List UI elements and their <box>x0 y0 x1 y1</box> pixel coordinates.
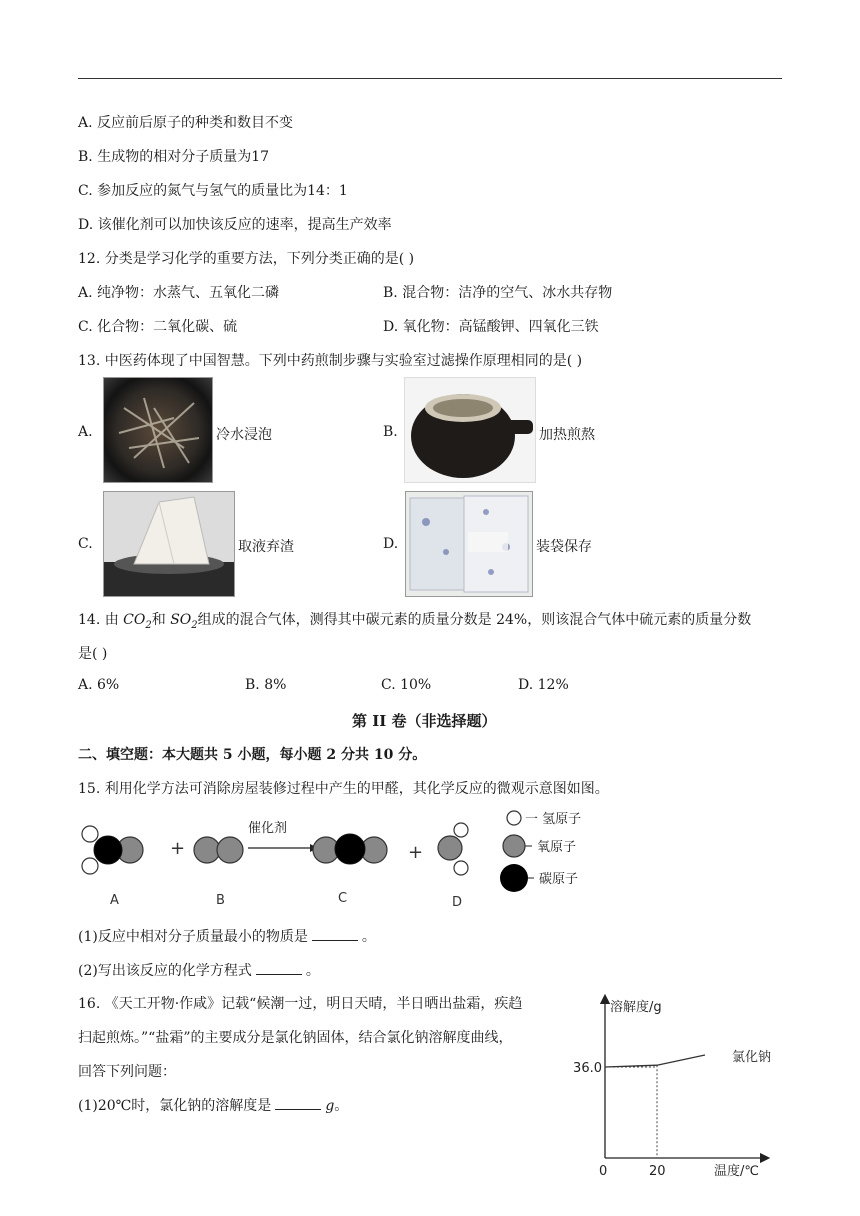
q11-option-a: A. 反应前后原子的种类和数目不变 <box>78 115 294 131</box>
co2-subscript: 2 <box>145 619 152 631</box>
herb-sticks-graphic <box>104 378 212 482</box>
solubility-chart <box>560 985 790 1185</box>
legend-carbon-atom <box>500 864 528 892</box>
q16-line1: 16. 《天工开物·作咸》记载“候潮一过，明日天晴，半日晒出盐霜，疾趋 <box>78 996 523 1012</box>
q16-sub1-text: (1)20℃时，氯化钠的溶解度是 <box>78 1098 272 1114</box>
cloth-strain-graphic <box>104 492 234 596</box>
x-axis-label: 温度/℃ <box>714 1164 759 1179</box>
q14-option-d: D. 12% <box>518 677 569 693</box>
plus-sign-1: + <box>170 838 186 859</box>
q14-stem-line2: 是( ) <box>78 646 108 662</box>
q13-a-letter: A. <box>78 424 93 440</box>
q15-sub2-end: 。 <box>305 963 320 979</box>
reaction-microscopic-diagram <box>70 808 610 910</box>
q13-c-text: 取液弃渣 <box>238 539 294 555</box>
q16-sub1 <box>78 1095 348 1115</box>
origin-tick-label: 0 <box>599 1164 608 1179</box>
bagged-medicine-image <box>405 491 533 597</box>
header-rule <box>78 78 782 79</box>
q12-option-a: A. 纯净物：水蒸气、五氧化二磷 <box>78 285 280 301</box>
q14-stem-line1 <box>78 609 751 631</box>
sodium-chloride-curve <box>605 1055 705 1067</box>
q12-option-c: C. 化合物：二氧化碳、硫 <box>78 319 238 335</box>
q15-sub2-text: (2)写出该反应的化学方程式 <box>78 963 252 979</box>
y-axis-label: 溶解度/g <box>610 1000 662 1015</box>
q13-b-letter: B. <box>383 424 398 440</box>
q14-option-c: C. 10% <box>381 677 432 693</box>
legend-hydrogen-label: 一 氢原子 <box>525 812 582 827</box>
q12-stem: 12. 分类是学习化学的重要方法，下列分类正确的是( ) <box>78 251 415 267</box>
molecule-b <box>194 837 243 863</box>
medicine-bags-graphic <box>406 492 532 596</box>
strain-liquid-image <box>103 491 235 597</box>
clay-pot-graphic <box>405 378 535 482</box>
so2-formula: SO <box>170 612 192 628</box>
molecule-c <box>313 834 387 864</box>
q12-option-b: B. 混合物：洁净的空气、冰水共存物 <box>383 285 613 301</box>
plus-sign-2: + <box>408 842 424 863</box>
q13-d-letter: D. <box>383 536 399 552</box>
q12-option-d: D. 氧化物：高锰酸钾、四氧化三铁 <box>383 319 599 335</box>
sodium-chloride-label: 氯化钠 <box>732 1050 772 1065</box>
q14-text-part3: 组成的混合气体，测得其中碳元素的质量分数是 24%，则该混合气体中硫元素的质量分数 <box>197 612 752 628</box>
q14-option-b: B. 8% <box>245 677 287 693</box>
q11-option-d: D. 该催化剂可以加快该反应的速率，提高生产效率 <box>78 217 392 233</box>
q11-option-b: B. 生成物的相对分子质量为17 <box>78 149 270 165</box>
label-c: C <box>338 891 348 906</box>
q15-stem: 15. 利用化学方法可消除房屋装修过程中产生的甲醛，其化学反应的微观示意图如图。 <box>78 781 609 797</box>
co2-formula: CO <box>123 612 146 628</box>
q16-sub1-answer-blank[interactable] <box>275 1096 321 1110</box>
q16-sub1-end: 。 <box>334 1098 349 1114</box>
fill-in-heading: 二、填空题：本大题共 5 小题，每小题 2 分共 10 分。 <box>78 747 427 763</box>
legend-hydrogen-atom <box>507 811 521 825</box>
x-tick-label-20: 20 <box>649 1164 666 1179</box>
herbs-soaking-image <box>103 377 213 483</box>
label-d: D <box>452 895 463 910</box>
q13-stem: 13. 中医药体现了中国智慧。下列中药煎制步骤与实验室过滤操作原理相同的是( ) <box>78 353 583 369</box>
section-title: 第 II 卷（非选择题） <box>352 712 497 730</box>
molecule-a <box>82 826 143 874</box>
label-b: B <box>216 893 225 908</box>
legend-oxygen-atom <box>503 835 525 857</box>
q16-line3: 回答下列问题： <box>78 1064 176 1080</box>
q13-c-letter: C. <box>78 536 93 552</box>
q15-sub2 <box>78 960 320 980</box>
q15-sub1-answer-blank[interactable] <box>312 927 358 941</box>
q15-sub1-end: 。 <box>361 929 376 945</box>
q13-a-text: 冷水浸泡 <box>216 427 272 443</box>
q15-sub1-text: (1)反应中相对分子质量最小的物质是 <box>78 929 308 945</box>
so2-subscript: 2 <box>191 619 198 631</box>
q13-b-text: 加热煎熬 <box>539 427 595 443</box>
q15-sub2-answer-blank[interactable] <box>256 961 302 975</box>
q14-text-part2: 和 <box>151 612 171 628</box>
q14-text-part1: 14. 由 <box>78 612 124 628</box>
molecule-d <box>438 823 468 875</box>
q16-sub1-unit: g <box>325 1098 335 1114</box>
q16-line2: 扫起煎炼。”“盐霜”的主要成分是氯化钠固体，结合氯化钠溶解度曲线， <box>78 1030 513 1046</box>
legend-carbon-label: 碳原子 <box>539 872 579 887</box>
q13-d-text: 装袋保存 <box>536 539 592 555</box>
decoction-pot-image <box>404 377 536 483</box>
catalyst-label: 催化剂 <box>248 821 288 836</box>
y-tick-label-36: 36.0 <box>573 1061 602 1076</box>
q11-option-c: C. 参加反应的氮气与氢气的质量比为14：1 <box>78 183 348 199</box>
q14-option-a: A. 6% <box>78 677 120 693</box>
label-a: A <box>110 893 119 908</box>
q15-sub1 <box>78 926 376 946</box>
legend-oxygen-label: 氧原子 <box>537 840 577 855</box>
